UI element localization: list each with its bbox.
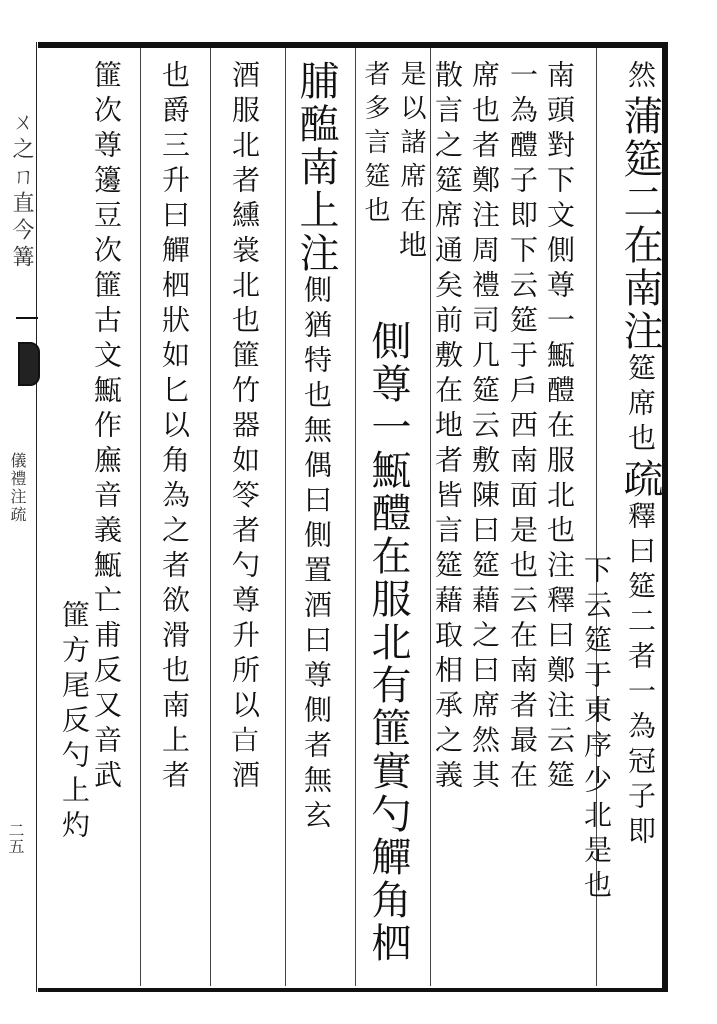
commentary-segment: 釋曰筵二者一為冠子即 — [624, 501, 657, 851]
text-column — [543, 60, 576, 795]
commentary-segment: 篚次尊籩豆次篚古文甒作廡音義 — [90, 60, 123, 550]
commentary-segment: 者多言筵也 — [360, 60, 390, 230]
text-column — [431, 60, 464, 795]
text-column — [58, 600, 91, 845]
commentary-segment: 筵席也 — [624, 353, 657, 458]
text-column — [90, 60, 123, 795]
fold-margin-text: ㄨ之ㄇ直今篝 — [9, 110, 34, 272]
fish-tail-line — [16, 317, 38, 319]
commentary-segment: 下云筵于東序少北是也 — [580, 555, 613, 905]
commentary-segment: 南頭對下文側尊一甒醴在服北也注釋曰鄭注云筵 — [543, 60, 576, 795]
page-number: 二五 — [6, 822, 25, 854]
text-column — [506, 60, 539, 795]
text-column — [468, 60, 501, 795]
text-column — [293, 60, 339, 835]
commentary-segment: 側猶特也無偶曰側置酒曰尊側者無玄 — [300, 275, 333, 835]
commentary-segment: 地 — [395, 230, 428, 265]
book-title: 儀禮注疏 — [8, 452, 27, 524]
book-fold-margin — [0, 42, 37, 992]
text-column — [395, 60, 428, 265]
main-text-segment: 疏 — [617, 458, 663, 501]
text-column — [228, 60, 261, 795]
main-text-segment: 脯醢南上注 — [293, 60, 339, 275]
main-text-segment: 蒲筵二在南注 — [617, 95, 663, 353]
column-divider — [140, 48, 141, 986]
commentary-segment: 酒服北者纁裳北也篚竹器如笭者勺尊升所以𣅀酒 — [228, 60, 261, 795]
text-column — [580, 555, 613, 905]
column-divider — [355, 48, 356, 986]
main-text-segment: 側尊一甒醴在服北有篚實勺觶角柶 — [365, 320, 411, 965]
commentary-segment: 一為醴子即下云筵于戶西南面是也云在南者最在 — [506, 60, 539, 795]
commentary-segment: 然 — [624, 60, 657, 95]
fish-tail-mark — [18, 342, 40, 386]
commentary-segment: 甒亡甫反又音武 — [90, 550, 123, 795]
column-divider — [285, 48, 286, 986]
commentary-segment: 也爵三升曰觶柶狀如匕以角為之者欲滑也南上者 — [158, 60, 191, 795]
commentary-segment: 篚方尾反勺上灼 — [58, 600, 91, 845]
commentary-segment: 席也者鄭注周禮司几筵云敷陳曰筵藉之曰席然其 — [468, 60, 501, 795]
text-column — [158, 60, 191, 795]
text-column — [365, 320, 411, 965]
column-divider — [210, 48, 211, 986]
commentary-segment: 散言之筵席通矣前敷在地者皆言筵藉取相承之義 — [431, 60, 464, 795]
commentary-segment: 是以諸席在 — [396, 60, 426, 230]
text-column — [362, 60, 388, 230]
text-column — [617, 60, 663, 851]
